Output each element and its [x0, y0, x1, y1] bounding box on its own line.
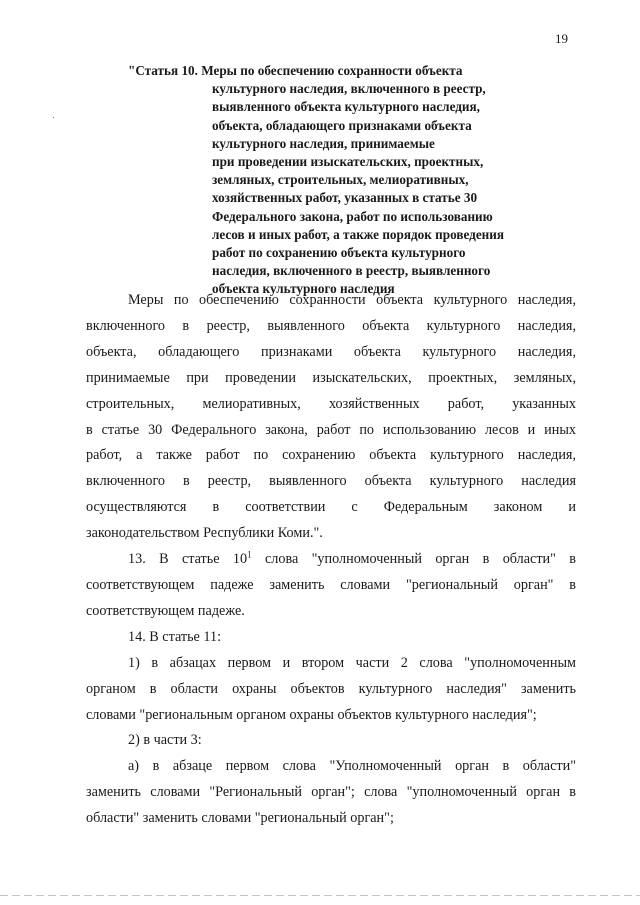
heading-line: работ по сохранению объекта культурного: [212, 245, 466, 261]
heading-line: земляных, строительных, мелиоративных,: [212, 172, 469, 188]
heading-line: культурного наследия, принимаемые: [212, 135, 435, 151]
text-line: органом в области охраны объектов культурного наследия" заменить: [86, 680, 576, 697]
text-line: заменить словами "Региональный орган"; слова "уполномоченный орган в: [86, 784, 576, 801]
text-line: 14. В статье 11:: [128, 628, 222, 645]
text-line: словами "региональным органом охраны объектов культурного наследия";: [86, 706, 537, 723]
text-line: объекта, обладающего признаками объекта культурного наследия,: [86, 343, 576, 360]
text-line: осуществляются в соответствии с Федеральным законом и: [86, 499, 576, 516]
paragraph-item-14-1: [86, 651, 576, 729]
text-line: работ, а также работ по сохранению объекта культурного наследия,: [86, 447, 576, 464]
paragraph-item-14: [86, 625, 576, 651]
item-13-prefix: 13. В статье 10: [128, 551, 248, 568]
scan-speck: [53, 117, 54, 118]
heading-line: объекта, обладающего признаками объекта: [212, 117, 472, 133]
text-line: законодательством Республики Коми.".: [86, 525, 323, 542]
heading-line: Федерального закона, работ по использованию: [212, 208, 493, 224]
text-line: строительных, мелиоративных, хозяйственных работ, указанных: [86, 395, 576, 412]
heading-line: хозяйственных работ, указанных в статье 30: [212, 190, 478, 206]
text-line: соответствующем падеже заменить словами "региональный орган" в: [86, 576, 576, 593]
text-line: области" заменить словами "региональный орган";: [86, 810, 394, 827]
superscript: 1: [247, 549, 252, 560]
text-line: 1) в абзацах первом и втором части 2 слова "уполномоченным: [128, 654, 576, 671]
heading-line: "Статья 10. Меры по обеспечению сохранности объекта: [128, 63, 463, 78]
paragraph-item-14-2: [86, 728, 576, 754]
heading-line: культурного наследия, включенного в реестр,: [212, 81, 486, 97]
item-13-rest: слова "уполномоченный орган в области" в: [251, 551, 576, 568]
heading-line: при проведении изыскательских, проектных,: [212, 154, 484, 170]
text-line: включенного в реестр, выявленного объекта культурного наследия,: [86, 317, 576, 334]
text-line: в статье 30 Федерального закона, работ по использованию лесов и иных: [86, 421, 576, 438]
heading-line: выявленного объекта культурного наследия,: [212, 99, 480, 115]
text-line: а) в абзаце первом слова "Уполномоченный орган в области": [128, 758, 576, 775]
article-heading: [128, 62, 588, 299]
text-line: включенного в реестр, выявленного объекта культурного наследия: [86, 473, 576, 490]
document-body: [86, 288, 576, 832]
text-line: [86, 547, 576, 573]
page-number: 19: [555, 31, 568, 46]
text-line: Меры по обеспечению сохранности объекта культурного наследия,: [128, 292, 576, 308]
heading-line: лесов и иных работ, а также порядок проведения: [212, 226, 505, 242]
scan-edge-line: [0, 895, 640, 896]
paragraph-measures: [86, 288, 576, 547]
paragraph-item-13: [86, 547, 576, 625]
paragraph-item-14-2a: [86, 754, 576, 832]
text-line: принимаемые при проведении изыскательских, проектных, земляных,: [86, 369, 576, 386]
heading-line: объекта культурного наследия: [212, 281, 395, 297]
heading-line: наследия, включенного в реестр, выявленного: [212, 263, 491, 279]
text-line: соответствующем падеже.: [86, 602, 245, 619]
text-line: 2) в части 3:: [128, 732, 202, 749]
